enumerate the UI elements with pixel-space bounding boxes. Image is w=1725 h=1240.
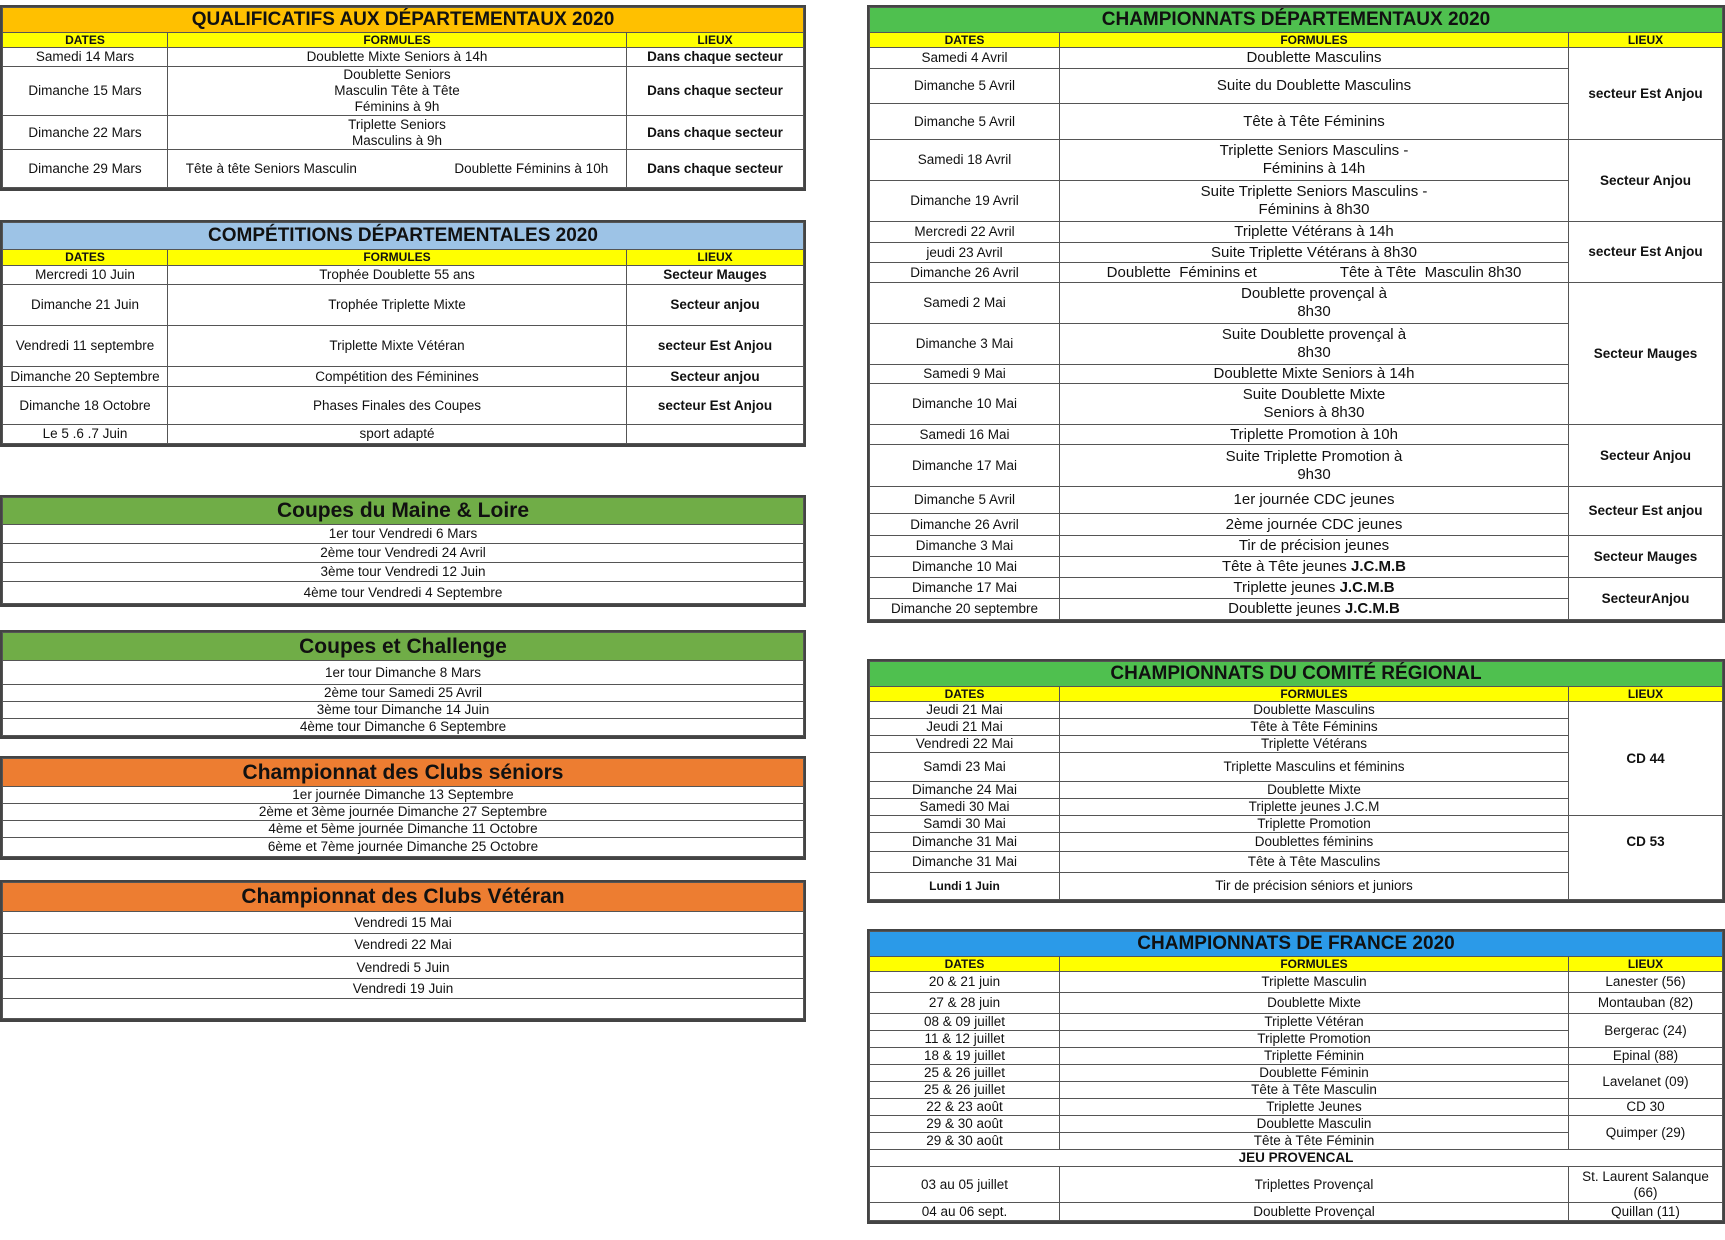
table-row — [3, 838, 804, 857]
date-cell: Mercredi 10 Juin — [3, 266, 168, 285]
formule-cell: Triplette Masculins et féminins — [1060, 753, 1569, 782]
table-row — [3, 702, 804, 719]
table-row — [870, 972, 1723, 993]
formule-cell: Tête à Tête Féminins — [1060, 719, 1569, 736]
table-row — [870, 816, 1723, 833]
table-row — [3, 285, 804, 326]
date-cell: 25 & 26 juillet — [870, 1082, 1060, 1099]
date-cell: 29 & 30 août — [870, 1116, 1060, 1133]
formule-text: Doublette jeunes — [1228, 600, 1341, 617]
formule-cell — [1060, 578, 1569, 599]
date-cell: 27 & 28 juin — [870, 993, 1060, 1014]
date-cell: Samedi 30 Mai — [870, 799, 1060, 816]
formule-cell: Triplette jeunes J.C.M — [1060, 799, 1569, 816]
lieu-cell: SecteurAnjou — [1569, 578, 1723, 620]
table-row — [870, 1014, 1723, 1031]
lieu-cell: secteur Est Anjou — [1569, 222, 1723, 283]
date-cell: Samdi 30 Mai — [870, 816, 1060, 833]
date-cell: Samedi 9 Mai — [870, 365, 1060, 384]
header-formules: FORMULES — [1060, 957, 1569, 972]
competitions-table — [0, 220, 806, 447]
table-row — [3, 912, 804, 934]
date-cell: Dimanche 21 Juin — [3, 285, 168, 326]
table-row — [3, 804, 804, 821]
table-row — [3, 934, 804, 957]
table-row — [3, 999, 804, 1019]
header-formules: FORMULES — [1060, 687, 1569, 702]
jcmb-label: J.C.M.B — [1344, 600, 1400, 617]
championnats-departementaux-title: CHAMPIONNATS DÉPARTEMENTAUX 2020 — [870, 8, 1723, 33]
formule-cell: Triplette Vétéran — [1060, 1014, 1569, 1031]
list-item — [3, 999, 804, 1019]
table-row — [3, 685, 804, 702]
championnats-regional-table — [867, 659, 1725, 903]
lieu-cell: Secteur Anjou — [1569, 140, 1723, 222]
lieu-cell: Secteur Anjou — [1569, 425, 1723, 487]
formule-cell: Triplette Vétérans — [1060, 736, 1569, 753]
list-item: 2ème tour Samedi 25 Avril — [3, 685, 804, 702]
date-cell: Vendredi 22 Mai — [870, 736, 1060, 753]
table-row — [3, 266, 804, 285]
formule-cell: Triplette Vétérans à 14h — [1060, 222, 1569, 243]
date-cell: Samdi 23 Mai — [870, 753, 1060, 782]
list-item: 6ème et 7ème journée Dimanche 25 Octobre — [3, 838, 804, 857]
date-cell: Dimanche 10 Mai — [870, 557, 1060, 578]
list-item: Vendredi 19 Juin — [3, 979, 804, 999]
list-item: 1er tour Dimanche 8 Mars — [3, 661, 804, 685]
formule-cell: Phases Finales des Coupes — [168, 387, 627, 425]
table-row — [3, 544, 804, 563]
formule-cell: Suite Triplette Promotion à 9h30 — [1060, 445, 1569, 487]
header-dates: DATES — [3, 250, 168, 266]
formule-cell: Tête à Tête Masculins — [1060, 852, 1569, 873]
date-cell: 25 & 26 juillet — [870, 1065, 1060, 1082]
table-row — [3, 150, 804, 188]
formule-cell: Trophée Triplette Mixte — [168, 285, 627, 326]
formule-cell: Doublette Mixte — [1060, 993, 1569, 1014]
formule-cell: Doublette provençal à 8h30 — [1060, 283, 1569, 324]
formule-cell: Doublette Mixte Seniors à 14h — [168, 48, 627, 67]
date-cell: 18 & 19 juillet — [870, 1048, 1060, 1065]
date-cell: 03 au 05 juillet — [870, 1167, 1060, 1203]
header-dates: DATES — [870, 957, 1060, 972]
table-row — [3, 425, 804, 444]
formule-cell: 2ème journée CDC jeunes — [1060, 514, 1569, 536]
formule-cell: Tête à Tête Masculin — [1060, 1082, 1569, 1099]
formule-cell: Doublette Féminins et Tête à Tête Masculin 8h30 — [1060, 263, 1569, 283]
date-cell: Dimanche 29 Mars — [3, 150, 168, 188]
header-lieux: LIEUX — [627, 33, 804, 48]
date-cell: 20 & 21 juin — [870, 972, 1060, 993]
formule-cell: Triplette Promotion à 10h — [1060, 425, 1569, 445]
table-row — [3, 787, 804, 804]
formule-cell: Tête à Tête Féminin — [1060, 1133, 1569, 1150]
date-cell: Dimanche 5 Avril — [870, 69, 1060, 104]
header-formules: FORMULES — [168, 33, 627, 48]
date-cell: Le 5 .6 .7 Juin — [3, 425, 168, 444]
date-cell: Mercredi 22 Avril — [870, 222, 1060, 243]
championnats-regional-title: CHAMPIONNATS DU COMITÉ RÉGIONAL — [870, 662, 1723, 687]
formule-cell: Doublette Masculin — [1060, 1116, 1569, 1133]
date-cell: Samedi 4 Avril — [870, 48, 1060, 69]
table-row — [3, 387, 804, 425]
lieu-cell: Dans chaque secteur — [627, 116, 804, 150]
table-row — [870, 487, 1723, 514]
date-cell: Dimanche 3 Mai — [870, 536, 1060, 557]
date-cell: Samedi 18 Avril — [870, 140, 1060, 181]
table-row — [870, 536, 1723, 557]
table-row — [3, 525, 804, 544]
formule-cell: sport adapté — [168, 425, 627, 444]
formule-cell: Suite Doublette provençal à 8h30 — [1060, 324, 1569, 365]
lieu-cell: Secteur Mauges — [627, 266, 804, 285]
date-cell: Dimanche 18 Octobre — [3, 387, 168, 425]
lieu-cell: Lavelanet (09) — [1569, 1065, 1723, 1099]
formule-cell: Tir de précision jeunes — [1060, 536, 1569, 557]
date-cell: Jeudi 21 Mai — [870, 719, 1060, 736]
date-cell: Dimanche 20 septembre — [870, 599, 1060, 620]
date-cell: Vendredi 11 septembre — [3, 326, 168, 367]
clubs-seniors-title: Championnat des Clubs séniors — [3, 759, 804, 787]
lieu-cell: Montauban (82) — [1569, 993, 1723, 1014]
date-cell: Dimanche 17 Mai — [870, 445, 1060, 487]
lieu-cell: Secteur Mauges — [1569, 536, 1723, 578]
table-row — [870, 702, 1723, 719]
date-cell: Dimanche 26 Avril — [870, 263, 1060, 283]
qualificatifs-title: QUALIFICATIFS AUX DÉPARTEMENTAUX 2020 — [3, 8, 804, 33]
table-row — [3, 48, 804, 67]
clubs-veteran-table — [0, 880, 806, 1022]
list-item: 3ème tour Vendredi 12 Juin — [3, 563, 804, 582]
formule-cell: Triplette Jeunes — [1060, 1099, 1569, 1116]
table-row — [870, 425, 1723, 445]
coupes-maine-loire-table — [0, 495, 806, 607]
date-cell: 08 & 09 juillet — [870, 1014, 1060, 1031]
lieu-cell: CD 53 — [1569, 816, 1723, 900]
formule-cell: Triplette Féminin — [1060, 1048, 1569, 1065]
formule-cell: Doublette Provençal — [1060, 1203, 1569, 1221]
header-dates: DATES — [870, 687, 1060, 702]
lieu-cell: secteur Est Anjou — [1569, 48, 1723, 140]
header-formules: FORMULES — [168, 250, 627, 266]
lieu-cell — [627, 425, 804, 444]
lieu-cell: Dans chaque secteur — [627, 150, 804, 188]
list-item: 1er tour Vendredi 6 Mars — [3, 525, 804, 544]
list-item: 2ème et 3ème journée Dimanche 27 Septembre — [3, 804, 804, 821]
date-cell: Dimanche 22 Mars — [3, 116, 168, 150]
date-cell: Dimanche 5 Avril — [870, 487, 1060, 514]
table-row — [3, 661, 804, 685]
table-row — [3, 116, 804, 150]
table-row — [870, 1099, 1723, 1116]
formule-cell: Compétition des Féminines — [168, 367, 627, 387]
date-cell: Dimanche 17 Mai — [870, 578, 1060, 599]
championnats-france-title: CHAMPIONNATS DE FRANCE 2020 — [870, 932, 1723, 957]
clubs-seniors-table — [0, 756, 806, 860]
list-item: 4ème tour Dimanche 6 Septembre — [3, 719, 804, 736]
header-dates: DATES — [870, 33, 1060, 48]
table-row — [870, 1116, 1723, 1133]
table-row — [870, 1203, 1723, 1221]
qualificatifs-table — [0, 5, 806, 191]
date-cell: Samedi 14 Mars — [3, 48, 168, 67]
lieu-cell: Secteur anjou — [627, 285, 804, 326]
table-row — [3, 563, 804, 582]
table-row — [870, 578, 1723, 599]
formule-cell: Triplette Seniors Masculins - Féminins à 14h — [1060, 140, 1569, 181]
date-cell: Samedi 16 Mai — [870, 425, 1060, 445]
date-cell: 11 & 12 juillet — [870, 1031, 1060, 1048]
jcmb-label: J.C.M.B — [1350, 558, 1406, 575]
lieu-cell: Secteur anjou — [627, 367, 804, 387]
formule-cell: Triplettes Provençal — [1060, 1167, 1569, 1203]
lieu-cell: secteur Est Anjou — [627, 387, 804, 425]
formule-text: Tête à Tête jeunes — [1222, 558, 1347, 575]
table-row — [870, 1065, 1723, 1082]
date-cell: jeudi 23 Avril — [870, 243, 1060, 263]
competitions-title: COMPÉTITIONS DÉPARTEMENTALES 2020 — [3, 223, 804, 250]
formule-cell: Tête à tête Seniors Masculin Doublette Féminins à 10h — [168, 150, 627, 188]
table-row — [3, 979, 804, 999]
formule-cell: Doublette Mixte — [1060, 782, 1569, 799]
header-lieux: LIEUX — [1569, 33, 1723, 48]
formule-cell: Doublette Masculins — [1060, 702, 1569, 719]
lieu-cell: Quillan (11) — [1569, 1203, 1723, 1221]
table-row — [3, 582, 804, 604]
date-cell: Dimanche 19 Avril — [870, 181, 1060, 222]
table-row — [870, 283, 1723, 324]
championnats-france-table — [867, 929, 1725, 1224]
date-cell: Dimanche 15 Mars — [3, 67, 168, 116]
jcmb-label: J.C.M.B — [1339, 579, 1395, 596]
formule-cell: Doublette Masculins — [1060, 48, 1569, 69]
list-item: 3ème tour Dimanche 14 Juin — [3, 702, 804, 719]
table-row — [3, 367, 804, 387]
table-row — [870, 48, 1723, 69]
formule-cell: Suite Triplette Seniors Masculins - Féminins à 8h30 — [1060, 181, 1569, 222]
date-cell: Samedi 2 Mai — [870, 283, 1060, 324]
formule-cell: Tête à Tête Féminins — [1060, 104, 1569, 140]
date-cell: Dimanche 26 Avril — [870, 514, 1060, 536]
formule-cell — [1060, 557, 1569, 578]
date-cell: Dimanche 20 Septembre — [3, 367, 168, 387]
jeu-provencal-label: JEU PROVENCAL — [870, 1150, 1723, 1167]
lieu-cell: Lanester (56) — [1569, 972, 1723, 993]
date-cell: Lundi 1 Juin — [870, 873, 1060, 900]
date-cell: 29 & 30 août — [870, 1133, 1060, 1150]
header-dates: DATES — [3, 33, 168, 48]
formule-cell: 1er journée CDC jeunes — [1060, 487, 1569, 514]
clubs-veteran-title: Championnat des Clubs Vétéran — [3, 883, 804, 912]
formule-cell: Doublette Féminin — [1060, 1065, 1569, 1082]
lieu-cell: Bergerac (24) — [1569, 1014, 1723, 1048]
formule-cell: Triplette Masculin — [1060, 972, 1569, 993]
coupes-challenge-table — [0, 630, 806, 739]
header-formules: FORMULES — [1060, 33, 1569, 48]
formule-cell: Triplette Promotion — [1060, 1031, 1569, 1048]
table-row — [870, 140, 1723, 181]
date-cell: Dimanche 5 Avril — [870, 104, 1060, 140]
table-row — [3, 957, 804, 979]
championnats-departementaux-table — [867, 5, 1725, 623]
table-row — [870, 1048, 1723, 1065]
table-row — [870, 1150, 1723, 1167]
formule-cell: Suite Doublette Mixte Seniors à 8h30 — [1060, 384, 1569, 425]
list-item: Vendredi 5 Juin — [3, 957, 804, 979]
date-cell: 04 au 06 sept. — [870, 1203, 1060, 1221]
formule-cell: Triplette Seniors Masculins à 9h — [168, 116, 627, 150]
table-row — [3, 326, 804, 367]
lieu-cell: CD 30 — [1569, 1099, 1723, 1116]
lieu-cell: Quimper (29) — [1569, 1116, 1723, 1150]
lieu-cell: Dans chaque secteur — [627, 67, 804, 116]
formule-cell — [1060, 599, 1569, 620]
lieu-cell: secteur Est Anjou — [627, 326, 804, 367]
formule-cell: Doublettes féminins — [1060, 833, 1569, 852]
lieu-cell: Dans chaque secteur — [627, 48, 804, 67]
header-lieux: LIEUX — [1569, 957, 1723, 972]
list-item: 4ème et 5ème journée Dimanche 11 Octobre — [3, 821, 804, 838]
date-cell: Dimanche 3 Mai — [870, 324, 1060, 365]
list-item: Vendredi 15 Mai — [3, 912, 804, 934]
date-cell: 22 & 23 août — [870, 1099, 1060, 1116]
formule-cell: Trophée Doublette 55 ans — [168, 266, 627, 285]
formule-cell: Doublette Mixte Seniors à 14h — [1060, 365, 1569, 384]
formule-cell: Triplette Promotion — [1060, 816, 1569, 833]
lieu-cell: St. Laurent Salanque (66) — [1569, 1167, 1723, 1203]
list-item: 4ème tour Vendredi 4 Septembre — [3, 582, 804, 604]
formule-cell: Suite du Doublette Masculins — [1060, 69, 1569, 104]
table-row — [870, 222, 1723, 243]
lieu-cell: Secteur Est anjou — [1569, 487, 1723, 536]
formule-cell: Suite Triplette Vétérans à 8h30 — [1060, 243, 1569, 263]
lieu-cell: Secteur Mauges — [1569, 283, 1723, 425]
list-item: 1er journée Dimanche 13 Septembre — [3, 787, 804, 804]
date-cell: Jeudi 21 Mai — [870, 702, 1060, 719]
date-cell: Dimanche 10 Mai — [870, 384, 1060, 425]
table-row — [3, 67, 804, 116]
list-item: Vendredi 22 Mai — [3, 934, 804, 957]
header-lieux: LIEUX — [1569, 687, 1723, 702]
table-row — [870, 1167, 1723, 1203]
lieu-cell: CD 44 — [1569, 702, 1723, 816]
date-cell: Dimanche 31 Mai — [870, 833, 1060, 852]
date-cell: Dimanche 31 Mai — [870, 852, 1060, 873]
coupes-maine-loire-title: Coupes du Maine & Loire — [3, 498, 804, 525]
header-lieux: LIEUX — [627, 250, 804, 266]
table-row — [3, 719, 804, 736]
list-item: 2ème tour Vendredi 24 Avril — [3, 544, 804, 563]
table-row — [3, 821, 804, 838]
table-row — [870, 993, 1723, 1014]
lieu-cell: Epinal (88) — [1569, 1048, 1723, 1065]
formule-cell: Doublette Seniors Masculin Tête à Tête Féminins à 9h — [168, 67, 627, 116]
formule-cell: Tir de précision séniors et juniors — [1060, 873, 1569, 900]
formule-text: Triplette jeunes — [1233, 579, 1336, 596]
formule-cell: Triplette Mixte Vétéran — [168, 326, 627, 367]
date-cell: Dimanche 24 Mai — [870, 782, 1060, 799]
coupes-challenge-title: Coupes et Challenge — [3, 633, 804, 661]
